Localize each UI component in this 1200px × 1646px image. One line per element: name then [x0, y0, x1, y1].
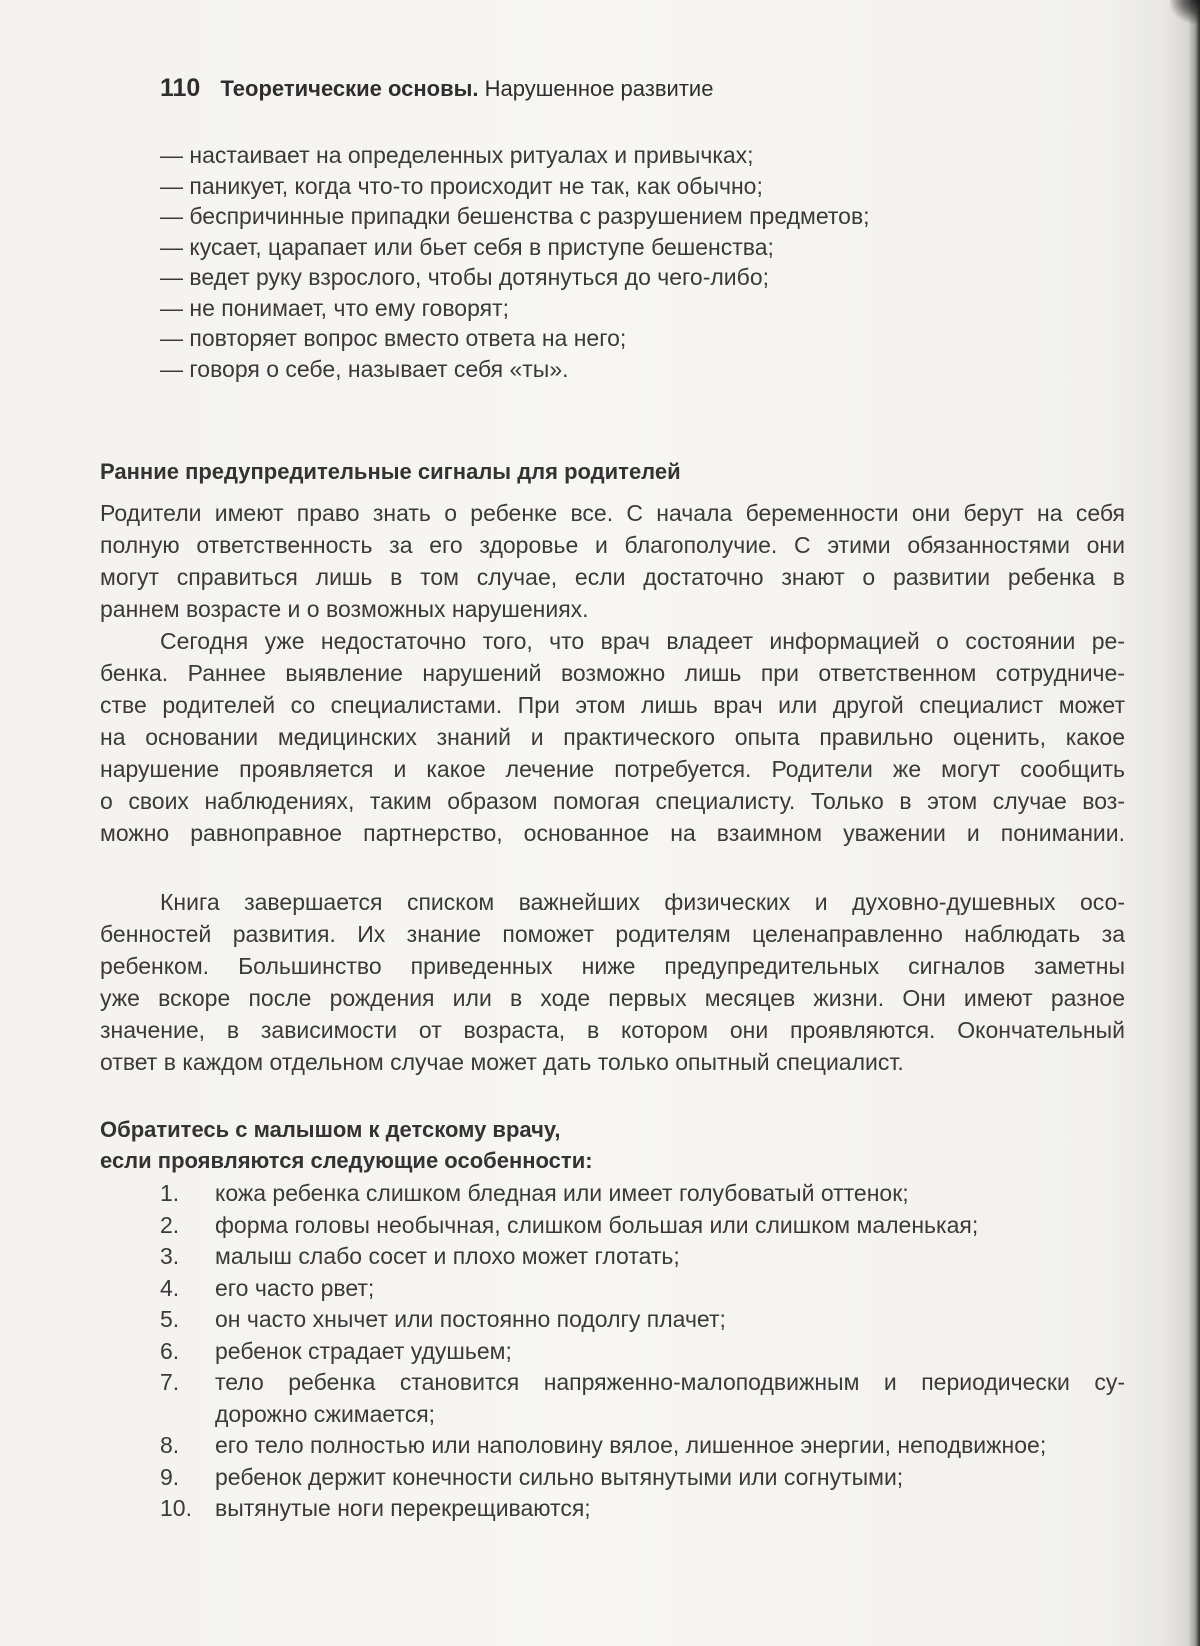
numbered-list-item — [160, 1430, 1125, 1462]
list-item-text-continued: дорожно сжимается; — [215, 1400, 436, 1427]
dash-list-item: — кусает, царапает или бьет себя в приступе бешенства; — [160, 233, 774, 260]
list-item-text: кожа ребенка слишком бледная или имеет голубоватый оттенок; — [215, 1180, 909, 1206]
list-item-text: вытянутые ноги перекрещиваются; — [215, 1495, 591, 1521]
paragraph-line: могут справиться лишь в том случае, если достаточно знают о развитии ребенка в — [100, 564, 1125, 590]
numbered-list-item — [160, 1367, 1125, 1430]
list-item-text: ребенок держит конечности сильно вытянутыми или согнутыми; — [215, 1463, 904, 1490]
paragraph-line: Книга завершается списком важнейших физических и духовно-душевных осо- — [160, 889, 1125, 915]
list-item-number: 1. — [160, 1180, 180, 1206]
numbered-list-item — [160, 1241, 1125, 1273]
paragraph-line: значение, в зависимости от возраста, в котором они проявляются. Окончательный — [100, 1017, 1125, 1043]
paragraph-line: можно равноправное партнерство, основанное на взаимном уважении и понимании. — [100, 820, 1125, 846]
list-item-number: 10. — [160, 1495, 192, 1521]
numbered-list-item — [160, 1273, 1125, 1305]
dash-list-item: — не понимает, что ему говорят; — [160, 294, 509, 321]
list-item-number: 3. — [160, 1243, 180, 1269]
dash-list-item: — повторяет вопрос вместо ответа на него; — [160, 325, 627, 351]
header-section-regular: Нарушенное развитие — [484, 76, 714, 101]
paragraph-early-detection — [100, 625, 1125, 849]
dash-list-item: — ведет руку взрослого, чтобы дотянуться до чего-либо; — [160, 264, 770, 290]
section-heading-see-doctor-line2: если проявляются следующие особенности: — [100, 1148, 593, 1173]
paragraph-line: бенка. Раннее выявление нарушений возможно лишь при ответственном сотрудниче- — [100, 660, 1125, 686]
list-item-text: форма головы необычная, слишком большая или слишком маленькая; — [215, 1211, 979, 1238]
paragraph-line: Родители имеют право знать о ребенке все. С начала беременности они берут на себя — [100, 500, 1125, 526]
paragraph-parents-rights — [100, 497, 1125, 625]
list-item-text: тело ребенка становится напряженно-малоподвижным и периодически су- — [215, 1369, 1125, 1395]
dash-list-item: — настаивает на определенных ритуалах и привычках; — [160, 142, 754, 168]
paragraph-line: стве родителей со специалистами. При этом лишь врач или другой специалист может — [100, 692, 1125, 718]
paragraph-line: ответ в каждом отдельном случае может дать только опытный специалист. — [100, 1049, 904, 1075]
numbered-list-item — [160, 1304, 1125, 1336]
paragraph-line: о своих наблюдениях, таким образом помогая специалисту. Только в этом случае воз- — [100, 788, 1125, 814]
doctor-signs-numbered-list — [160, 1178, 1125, 1525]
header-section-bold: Теоретические основы. — [220, 76, 479, 101]
page-number: 110 — [160, 74, 201, 102]
list-item-number: 9. — [160, 1463, 180, 1490]
scan-corner-shadow — [1170, 0, 1200, 24]
list-item-number: 7. — [160, 1369, 180, 1395]
symptom-dash-list — [160, 140, 870, 384]
paragraph-line: раннем возрасте и о возможных нарушениях. — [100, 596, 589, 622]
list-item-number: 8. — [160, 1432, 180, 1458]
section-heading-see-doctor-line1: Обратитесь с малышом к детскому врачу, — [100, 1117, 561, 1142]
numbered-list-item — [160, 1336, 1125, 1368]
section-heading-warning-signals: Ранние предупредительные сигналы для родителей — [100, 459, 681, 484]
paragraph-line: на основании медицинских знаний и практического опыта правильно оценить, какое — [100, 724, 1125, 750]
paragraph-book-conclusion — [100, 886, 1125, 1078]
list-item-number: 6. — [160, 1337, 180, 1364]
page-edge-shadow — [1188, 0, 1200, 1646]
list-item-number: 5. — [160, 1306, 180, 1332]
paragraph-line: нарушение проявляется и какое лечение потребуется. Родители же могут сообщить — [100, 756, 1125, 782]
list-item-text: его тело полностью или наполовину вялое, лишенное энергии, неподвижное; — [215, 1432, 1047, 1458]
list-item-text: малыш слабо сосет и плохо может глотать; — [215, 1243, 680, 1269]
dash-list-item: — паникует, когда что-то происходит не так, как обычно; — [160, 172, 763, 199]
dash-list-item: — беспричинные припадки бешенства с разрушением предметов; — [160, 203, 870, 229]
paragraph-line: Сегодня уже недостаточно того, что врач владеет информацией о состоянии ре- — [160, 628, 1125, 654]
paragraph-line: бенностей развития. Их знание поможет родителям целенаправленно наблюдать за — [100, 921, 1125, 947]
numbered-list-item — [160, 1493, 1125, 1525]
paragraph-line: ребенком. Большинство приведенных ниже предупредительных сигналов заметны — [100, 953, 1125, 979]
list-item-number: 2. — [160, 1211, 180, 1238]
list-item-text: его часто рвет; — [215, 1274, 375, 1301]
list-item-number: 4. — [160, 1274, 180, 1301]
numbered-list-item — [160, 1462, 1125, 1494]
dash-list-item: — говоря о себе, называет себя «ты». — [160, 355, 569, 382]
running-header — [160, 74, 713, 103]
numbered-list-item — [160, 1210, 1125, 1242]
paragraph-line: полную ответственность за его здоровье и благополучие. С этими обязанностями они — [100, 532, 1125, 558]
numbered-list-item — [160, 1178, 1125, 1210]
paragraph-line: уже вскоре после рождения или в ходе первых месяцев жизни. Они имеют разное — [100, 985, 1125, 1011]
list-item-text: он часто хнычет или постоянно подолгу плачет; — [215, 1306, 726, 1332]
list-item-text: ребенок страдает удушьем; — [215, 1337, 512, 1364]
